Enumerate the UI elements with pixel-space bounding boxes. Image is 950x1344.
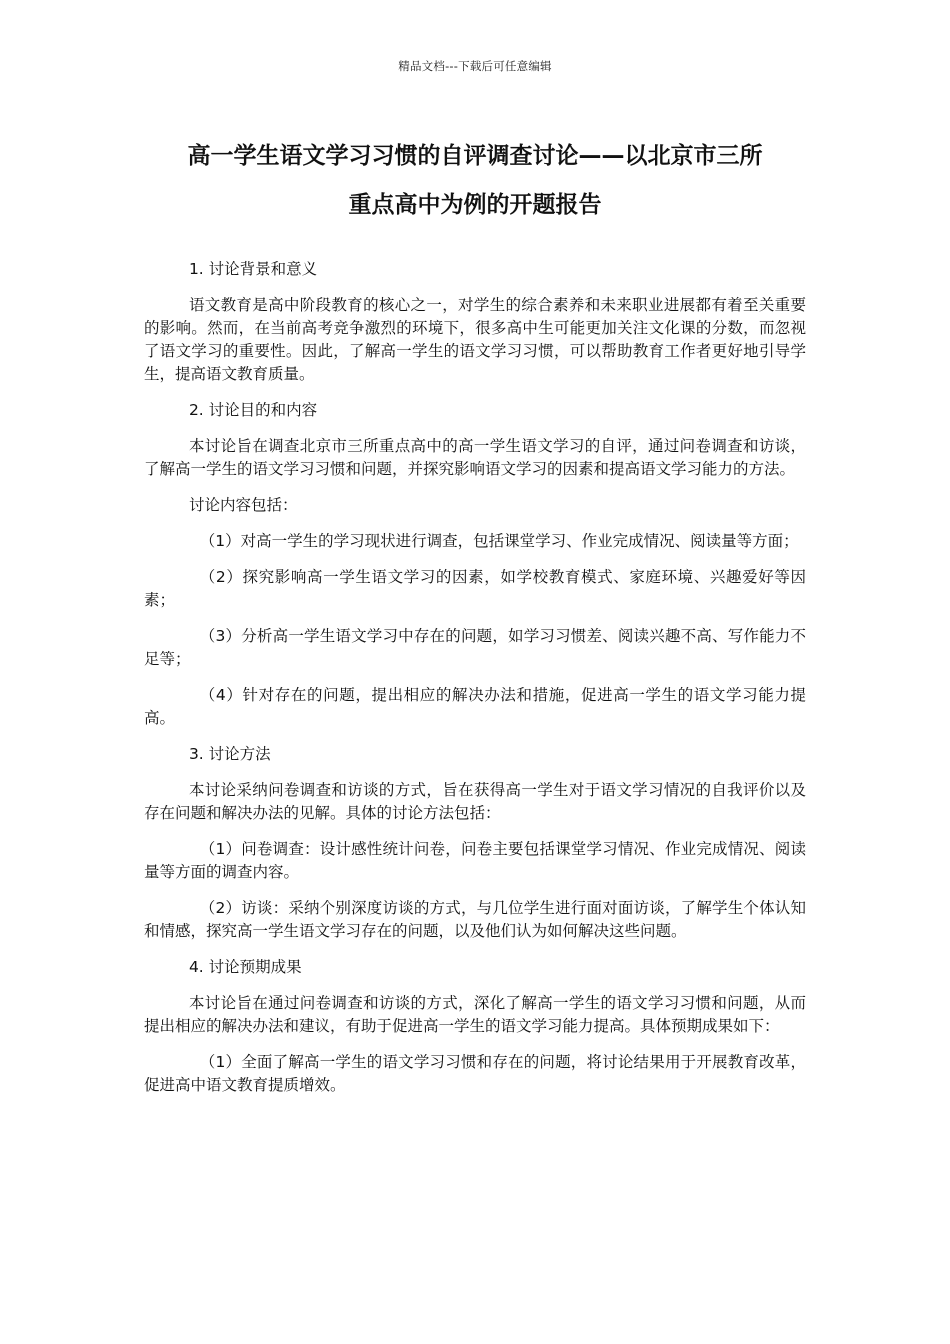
section-2-item-3: （3）分析高一学生语文学习中存在的问题，如学习习惯差、阅读兴趣不高、写作能力不足等； [144,627,806,668]
section-2-paragraph: 本讨论旨在调查北京市三所重点高中的高一学生语文学习的自评，通过问卷调查和访谈，了解高一学生的语文学习习惯和问题，并探究影响语文学习的因素和提高语文学习能力的方法。 [144,437,806,478]
title-line-2: 重点高中为例的开题报告 [348,192,602,218]
section-2-item-2: （2）探究影响高一学生语文学习的因素，如学校教育模式、家庭环境、兴趣爱好等因素； [144,568,806,609]
section-4-paragraph: 本讨论旨在通过问卷调查和访谈的方式，深化了解高一学生的语文学习习惯和问题，从而提出相应的解决办法和建议，有助于促进高一学生的语文学习能力提高。具体预期成果如下： [144,994,806,1035]
section-3-item-2: （2）访谈：采纳个别深度访谈的方式，与几位学生进行面对面访谈，了解学生个体认知和情感，探究高一学生语文学习存在的问题，以及他们认为如何解决这些问题。 [144,899,806,940]
section-3-paragraph: 本讨论采纳问卷调查和访谈的方式，旨在获得高一学生对于语文学习情况的自我评价以及存在问题和解决办法的见解。具体的讨论方法包括： [144,781,806,822]
page-header: 精品文档---下载后可任意编辑 [398,59,552,73]
section-4-heading: 4. 讨论预期成果 [188,958,302,976]
section-2-item-1: （1）对高一学生的学习现状进行调查，包括课堂学习、作业完成情况、阅读量等方面； [199,532,799,550]
section-3-heading: 3. 讨论方法 [188,745,271,763]
document-body [144,258,806,1110]
section-1-paragraph: 语文教育是高中阶段教育的核心之一，对学生的综合素养和未来职业进展都有着至关重要的影响。然而，在当前高考竞争激烈的环境下，很多高中生可能更加关注文化课的分数，而忽视了语文学习的重要性。因此，了解高一学生的语文学习习惯，可以帮助教育工作者更好地引导学生，提高语文教育质量。 [144,296,806,383]
section-2-heading: 2. 讨论目的和内容 [188,401,318,419]
document-title [130,132,820,230]
section-1-heading: 1. 讨论背景和意义 [188,260,318,278]
title-line-1: 高一学生语文学习习惯的自评调查讨论——以北京市三所 [187,143,763,169]
section-4-item-1: （1）全面了解高一学生的语文学习习惯和存在的问题，将讨论结果用于开展教育改革，促进高中语文教育提质增效。 [144,1053,806,1094]
section-3-item-1: （1）问卷调查：设计感性统计问卷，问卷主要包括课堂学习情况、作业完成情况、阅读量等方面的调查内容。 [144,840,806,881]
section-2-item-4: （4）针对存在的问题，提出相应的解决办法和措施，促进高一学生的语文学习能力提高。 [144,686,806,727]
section-2-list-intro: 讨论内容包括： [188,496,298,514]
